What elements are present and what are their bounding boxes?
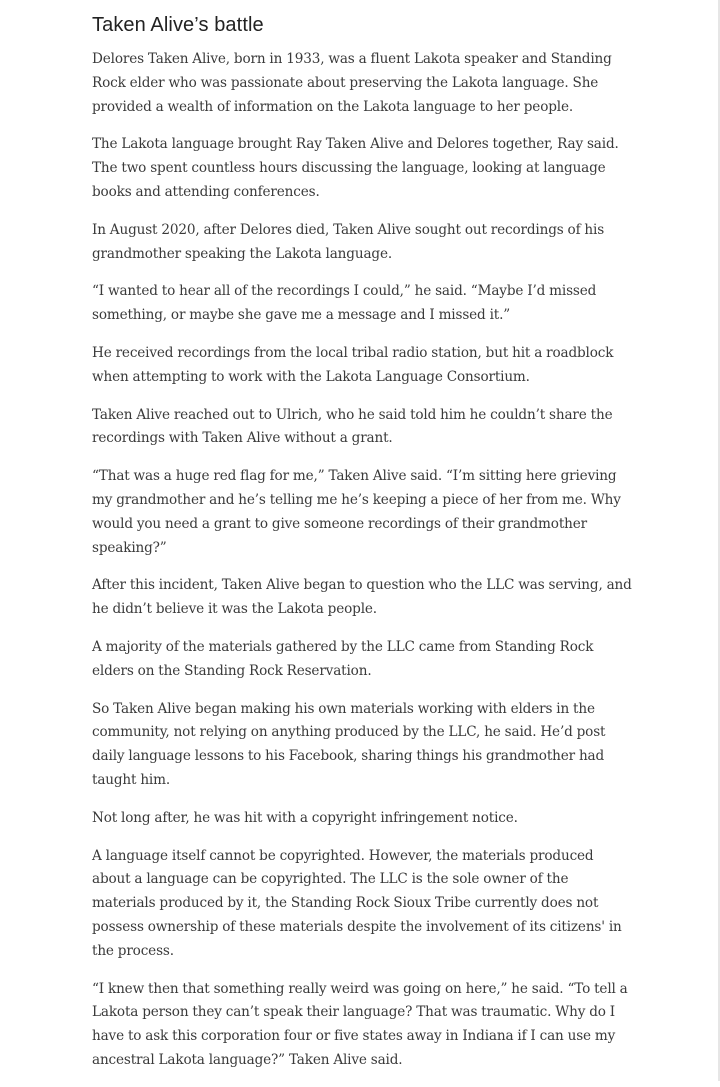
article-paragraph: Not long after, he was hit with a copyright infringement notice. <box>92 809 518 826</box>
article-paragraph: “I wanted to hear all of the recordings I could,” he said. “Maybe I’d missed something, or maybe she gave me a message and I missed it.” <box>92 283 597 324</box>
article-paragraph: After this incident, Taken Alive began to question who the LLC was serving, and he didn’t believe it was the Lakota people. <box>92 577 632 618</box>
article-paragraph: He received recordings from the local tribal radio station, but hit a roadblock when attempting to work with the Lakota Language Consortium. <box>92 344 614 385</box>
section-heading: Taken Alive’s battle <box>92 14 264 36</box>
article-paragraph: A majority of the materials gathered by the LLC came from Standing Rock elders on the Standing Rock Reservation. <box>92 638 594 679</box>
article-paragraph: In August 2020, after Delores died, Taken Alive sought out recordings of his grandmother speaking the Lakota language. <box>92 221 605 262</box>
article-body <box>92 10 632 1087</box>
article-paragraph: The Lakota language brought Ray Taken Alive and Delores together, Ray said. The two spent countless hours discussing the language, looking at language books and attending conferences. <box>92 136 619 200</box>
article-paragraph: “I knew then that something really weird was going on here,” he said. “To tell a Lakota person they can’t speak their language? That was traumatic. Why do I have to ask this corporation four or five states away in Indiana if I can use my ancestral Lakota language?” Taken Alive said. <box>92 980 628 1068</box>
article-paragraph: So Taken Alive began making his own materials working with elders in the community, not relying on anything produced by the LLC, he said. He’d post daily language lessons to his Facebook, sharing things his grandmother had taught him. <box>92 700 606 788</box>
article-paragraph: Taken Alive reached out to Ulrich, who he said told him he couldn’t share the recordings with Taken Alive without a grant. <box>92 406 613 447</box>
article-paragraph: Delores Taken Alive, born in 1933, was a fluent Lakota speaker and Standing Rock elder who was passionate about preserving the Lakota language. She provided a wealth of information on the Lakota language to her people. <box>92 51 612 115</box>
article-paragraph: “That was a huge red flag for me,” Taken Alive said. “I’m sitting here grieving my grandmother and he’s telling me he’s keeping a piece of her from me. Why would you need a grant to give someone recordings of their grandmother speaking?” <box>92 468 621 556</box>
article-paragraph: A language itself cannot be copyrighted. However, the materials produced about a language can be copyrighted. The LLC is the sole owner of the materials produced by it, the Standing Rock Sioux Tribe currently does not possess ownership of these materials despite the involvement of its citizens' in the process. <box>92 847 622 959</box>
